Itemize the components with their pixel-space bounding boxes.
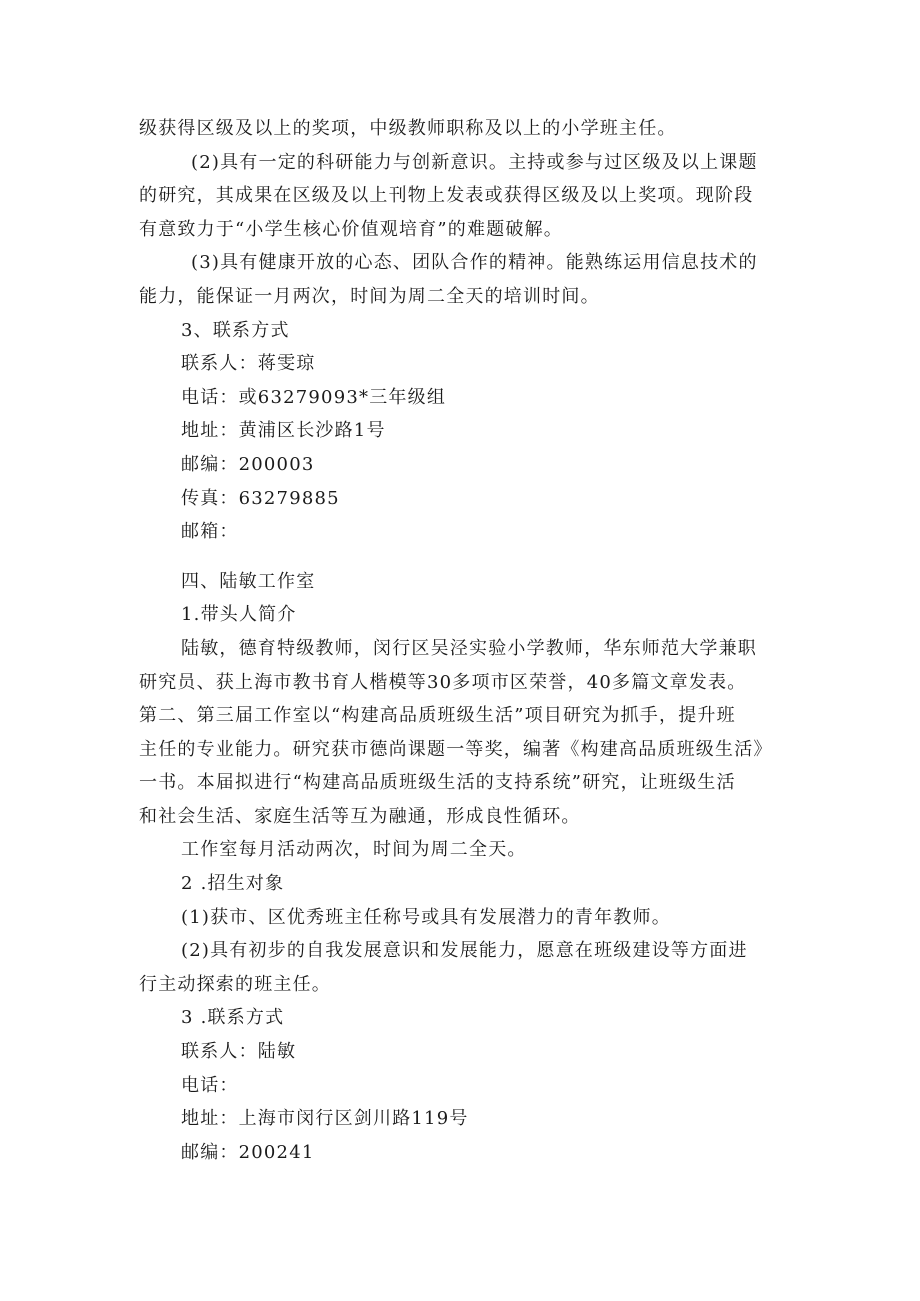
contact-postcode: 邮编：200241	[181, 1141, 315, 1163]
contact-email: 邮箱：	[181, 521, 239, 543]
bio-line: 一书。本届拟进行“构建高品质班级生活的支持系统”研究，让班级生活	[139, 772, 736, 794]
paragraph-line: 能力，能保证一月两次，时间为周二全天的培训时间。	[139, 285, 600, 307]
subsection-heading: 1.带头人简介	[181, 604, 297, 626]
section-heading: 3、联系方式	[181, 319, 290, 341]
document-page	[139, 112, 784, 1169]
requirement-2: (2)具有初步的自我发展意识和发展能力，愿意在班级建设等方面进	[181, 940, 748, 962]
contact-postcode: 邮编：200003	[181, 453, 315, 475]
contact-person: 联系人：蒋雯琼	[181, 353, 316, 375]
requirement-3: (3)具有健康开放的心态、团队合作的精神。能熟练运用信息技术的	[191, 252, 758, 274]
contact-fax: 传真：63279885	[181, 487, 340, 509]
paragraph-line: 级获得区级及以上的奖项，中级教师职称及以上的小学班主任。	[139, 118, 677, 139]
contact-phone: 电话：	[181, 1074, 239, 1096]
requirement-1: (1)获市、区优秀班主任称号或具有发展潜力的青年教师。	[181, 906, 671, 928]
bio-line: 和社会生活、家庭生活等互为融通，形成良性循环。	[139, 805, 581, 827]
section-gap	[139, 549, 784, 565]
paragraph-line: 的研究，其成果在区级及以上刊物上发表或获得区级及以上奖项。现阶段	[139, 185, 754, 207]
subsection-heading: 2 .招生对象	[181, 873, 285, 895]
bio-line: 陆敏，德育特级教师，闵行区吴泾实验小学教师，华东师范大学兼职	[181, 637, 757, 659]
requirement-2: (2)具有一定的科研能力与创新意识。主持或参与过区级及以上课题	[191, 151, 758, 173]
bio-line: 主任的专业能力。研究获市德尚课题一等奖，编著《构建高品质班级生活》	[139, 738, 773, 760]
studio-heading: 四、陆敏工作室	[181, 570, 316, 592]
paragraph-line: 行主动探索的班主任。	[139, 973, 331, 995]
contact-phone: 电话：或63279093*三年级组	[181, 386, 447, 408]
subsection-heading: 3 .联系方式	[181, 1007, 285, 1029]
activity-schedule: 工作室每月活动两次，时间为周二全天。	[181, 839, 527, 861]
bio-line: 第二、第三届工作室以“构建高品质班级生活”项目研究为抓手，提升班	[139, 705, 736, 727]
contact-address: 地址：上海市闵行区剑川路119号	[181, 1108, 469, 1130]
contact-address: 地址：黄浦区长沙路1号	[181, 420, 386, 442]
bio-line: 研究员、获上海市教书育人楷模等30多项市区荣誉，40多篇文章发表。	[139, 671, 747, 693]
paragraph-line: 有意致力于“小学生核心价值观培育”的难题破解。	[139, 218, 564, 240]
contact-person: 联系人：陆敏	[181, 1041, 297, 1063]
